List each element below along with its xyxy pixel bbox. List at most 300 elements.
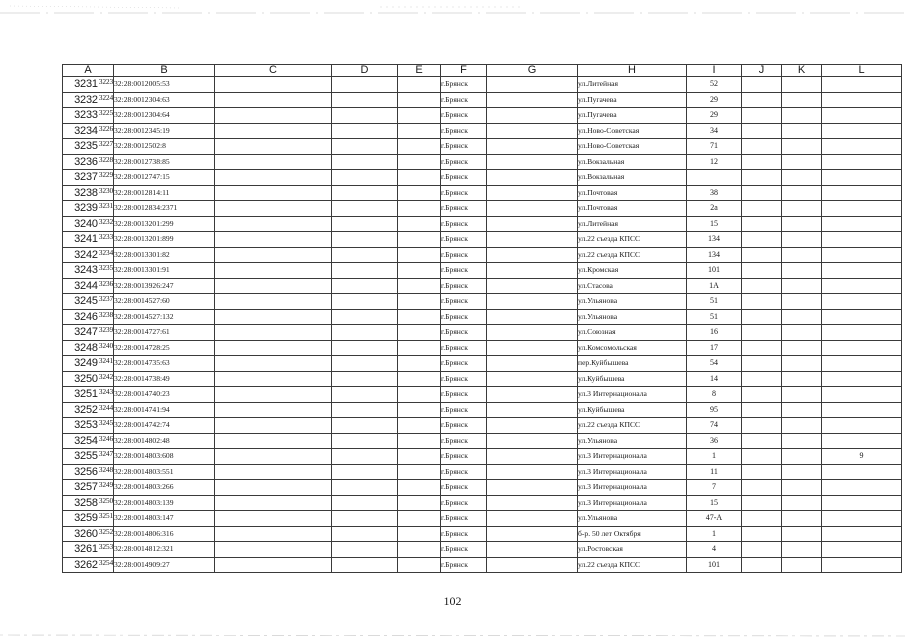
cell-e[interactable] xyxy=(398,247,441,263)
cell-d[interactable] xyxy=(332,77,398,93)
cell-i[interactable]: 15 xyxy=(687,216,742,232)
cell-c[interactable] xyxy=(215,356,332,372)
cell-c[interactable] xyxy=(215,387,332,403)
cell-f[interactable]: г.Брянск xyxy=(441,464,487,480)
cell-h[interactable]: ул.22 съезда КПСС xyxy=(578,418,687,434)
cell-e[interactable] xyxy=(398,92,441,108)
cell-f[interactable]: г.Брянск xyxy=(441,123,487,139)
cell-j[interactable] xyxy=(742,480,782,496)
cell-b[interactable]: 32:28:0014803:139 xyxy=(114,495,215,511)
cell-i[interactable]: 17 xyxy=(687,340,742,356)
cell-k[interactable] xyxy=(782,371,822,387)
cell-e[interactable] xyxy=(398,294,441,310)
column-header-j[interactable]: J xyxy=(742,65,782,77)
cell-b[interactable]: 32:28:0014738:49 xyxy=(114,371,215,387)
cell-d[interactable] xyxy=(332,294,398,310)
cell-i[interactable]: 15 xyxy=(687,495,742,511)
cell-d[interactable] xyxy=(332,278,398,294)
column-header-l[interactable]: L xyxy=(822,65,902,77)
cell-h[interactable]: ул.Почтовая xyxy=(578,185,687,201)
cell-b[interactable]: 32:28:0014909:27 xyxy=(114,557,215,573)
cell-b[interactable]: 32:28:0014741:94 xyxy=(114,402,215,418)
cell-f[interactable]: г.Брянск xyxy=(441,557,487,573)
cell-c[interactable] xyxy=(215,464,332,480)
cell-k[interactable] xyxy=(782,325,822,341)
cell-l[interactable] xyxy=(822,185,902,201)
cell-d[interactable] xyxy=(332,216,398,232)
cell-d[interactable] xyxy=(332,92,398,108)
cell-f[interactable]: г.Брянск xyxy=(441,387,487,403)
cell-f[interactable]: г.Брянск xyxy=(441,263,487,279)
cell-d[interactable] xyxy=(332,123,398,139)
cell-g[interactable] xyxy=(487,418,578,434)
row-number[interactable] xyxy=(63,526,114,542)
cell-g[interactable] xyxy=(487,139,578,155)
cell-e[interactable] xyxy=(398,309,441,325)
cell-e[interactable] xyxy=(398,402,441,418)
cell-b[interactable]: 32:28:0012005:53 xyxy=(114,77,215,93)
cell-e[interactable] xyxy=(398,340,441,356)
cell-c[interactable] xyxy=(215,77,332,93)
cell-j[interactable] xyxy=(742,216,782,232)
cell-f[interactable]: г.Брянск xyxy=(441,139,487,155)
cell-l[interactable] xyxy=(822,356,902,372)
row-number[interactable] xyxy=(63,278,114,294)
cell-e[interactable] xyxy=(398,232,441,248)
cell-c[interactable] xyxy=(215,511,332,527)
cell-i[interactable]: 2а xyxy=(687,201,742,217)
cell-h[interactable]: ул.Стасова xyxy=(578,278,687,294)
cell-d[interactable] xyxy=(332,201,398,217)
cell-l[interactable] xyxy=(822,201,902,217)
cell-j[interactable] xyxy=(742,433,782,449)
cell-b[interactable]: 32:28:0014803:551 xyxy=(114,464,215,480)
cell-h[interactable]: ул.Литейная xyxy=(578,77,687,93)
row-number[interactable] xyxy=(63,325,114,341)
cell-l[interactable] xyxy=(822,77,902,93)
cell-j[interactable] xyxy=(742,387,782,403)
cell-f[interactable]: г.Брянск xyxy=(441,201,487,217)
cell-f[interactable]: г.Брянск xyxy=(441,108,487,124)
cell-k[interactable] xyxy=(782,278,822,294)
cell-i[interactable]: 134 xyxy=(687,232,742,248)
column-header-e[interactable]: E xyxy=(398,65,441,77)
cell-j[interactable] xyxy=(742,232,782,248)
cell-c[interactable] xyxy=(215,449,332,465)
cell-k[interactable] xyxy=(782,154,822,170)
cell-f[interactable]: г.Брянск xyxy=(441,309,487,325)
cell-b[interactable]: 32:28:0014727:61 xyxy=(114,325,215,341)
cell-i[interactable]: 38 xyxy=(687,185,742,201)
cell-g[interactable] xyxy=(487,495,578,511)
cell-h[interactable]: ул.Ульянова xyxy=(578,511,687,527)
cell-j[interactable] xyxy=(742,542,782,558)
column-header-c[interactable]: C xyxy=(215,65,332,77)
row-number[interactable] xyxy=(63,247,114,263)
cell-j[interactable] xyxy=(742,185,782,201)
cell-e[interactable] xyxy=(398,77,441,93)
row-number[interactable] xyxy=(63,170,114,186)
cell-k[interactable] xyxy=(782,108,822,124)
cell-b[interactable]: 32:28:0014803:147 xyxy=(114,511,215,527)
cell-b[interactable]: 32:28:0012304:63 xyxy=(114,92,215,108)
cell-b[interactable]: 32:28:0014803:266 xyxy=(114,480,215,496)
cell-h[interactable]: ул.22 съезда КПСС xyxy=(578,247,687,263)
cell-b[interactable]: 32:28:0013201:899 xyxy=(114,232,215,248)
cell-g[interactable] xyxy=(487,480,578,496)
cell-d[interactable] xyxy=(332,371,398,387)
cell-h[interactable]: ул.Комсомольская xyxy=(578,340,687,356)
row-number[interactable] xyxy=(63,433,114,449)
cell-e[interactable] xyxy=(398,185,441,201)
cell-e[interactable] xyxy=(398,557,441,573)
cell-k[interactable] xyxy=(782,309,822,325)
cell-l[interactable] xyxy=(822,294,902,310)
cell-f[interactable]: г.Брянск xyxy=(441,511,487,527)
cell-h[interactable]: ул.Почтовая xyxy=(578,201,687,217)
cell-c[interactable] xyxy=(215,247,332,263)
cell-l[interactable] xyxy=(822,263,902,279)
cell-d[interactable] xyxy=(332,247,398,263)
cell-j[interactable] xyxy=(742,356,782,372)
cell-k[interactable] xyxy=(782,92,822,108)
cell-l[interactable] xyxy=(822,418,902,434)
cell-k[interactable] xyxy=(782,526,822,542)
cell-b[interactable]: 32:28:0012345:19 xyxy=(114,123,215,139)
cell-l[interactable] xyxy=(822,278,902,294)
cell-j[interactable] xyxy=(742,325,782,341)
cell-c[interactable] xyxy=(215,371,332,387)
cell-i[interactable]: 4 xyxy=(687,542,742,558)
cell-k[interactable] xyxy=(782,464,822,480)
cell-i[interactable]: 1 xyxy=(687,526,742,542)
cell-b[interactable]: 32:28:0012738:85 xyxy=(114,154,215,170)
cell-e[interactable] xyxy=(398,449,441,465)
cell-f[interactable]: г.Брянск xyxy=(441,170,487,186)
cell-d[interactable] xyxy=(332,154,398,170)
row-number[interactable] xyxy=(63,480,114,496)
cell-c[interactable] xyxy=(215,278,332,294)
cell-i[interactable]: 101 xyxy=(687,557,742,573)
cell-k[interactable] xyxy=(782,201,822,217)
cell-l[interactable] xyxy=(822,154,902,170)
cell-k[interactable] xyxy=(782,123,822,139)
cell-l[interactable] xyxy=(822,511,902,527)
cell-c[interactable] xyxy=(215,418,332,434)
row-number[interactable] xyxy=(63,356,114,372)
cell-e[interactable] xyxy=(398,433,441,449)
cell-c[interactable] xyxy=(215,216,332,232)
cell-b[interactable]: 32:28:0012502:8 xyxy=(114,139,215,155)
row-number[interactable] xyxy=(63,108,114,124)
cell-l[interactable] xyxy=(822,557,902,573)
cell-d[interactable] xyxy=(332,356,398,372)
cell-j[interactable] xyxy=(742,77,782,93)
cell-h[interactable]: ул.22 съезда КПСС xyxy=(578,232,687,248)
cell-e[interactable] xyxy=(398,325,441,341)
cell-g[interactable] xyxy=(487,402,578,418)
cell-c[interactable] xyxy=(215,340,332,356)
cell-l[interactable] xyxy=(822,526,902,542)
cell-b[interactable]: 32:28:0012747:15 xyxy=(114,170,215,186)
cell-g[interactable] xyxy=(487,247,578,263)
cell-c[interactable] xyxy=(215,123,332,139)
cell-j[interactable] xyxy=(742,247,782,263)
cell-g[interactable] xyxy=(487,511,578,527)
cell-l[interactable]: 9 xyxy=(822,449,902,465)
cell-b[interactable]: 32:28:0014742:74 xyxy=(114,418,215,434)
cell-g[interactable] xyxy=(487,433,578,449)
cell-h[interactable]: ул.22 съезда КПСС xyxy=(578,557,687,573)
cell-k[interactable] xyxy=(782,247,822,263)
cell-h[interactable]: ул.Ульянова xyxy=(578,294,687,310)
cell-l[interactable] xyxy=(822,371,902,387)
cell-i[interactable]: 71 xyxy=(687,139,742,155)
cell-i[interactable]: 36 xyxy=(687,433,742,449)
cell-l[interactable] xyxy=(822,402,902,418)
cell-f[interactable]: г.Брянск xyxy=(441,433,487,449)
cell-f[interactable]: г.Брянск xyxy=(441,325,487,341)
cell-g[interactable] xyxy=(487,325,578,341)
cell-c[interactable] xyxy=(215,185,332,201)
cell-c[interactable] xyxy=(215,495,332,511)
column-header-f[interactable]: F xyxy=(441,65,487,77)
cell-f[interactable]: г.Брянск xyxy=(441,294,487,310)
cell-k[interactable] xyxy=(782,356,822,372)
cell-j[interactable] xyxy=(742,495,782,511)
cell-g[interactable] xyxy=(487,77,578,93)
cell-i[interactable]: 74 xyxy=(687,418,742,434)
cell-h[interactable]: ул.Литейная xyxy=(578,216,687,232)
cell-g[interactable] xyxy=(487,123,578,139)
cell-d[interactable] xyxy=(332,185,398,201)
cell-f[interactable]: г.Брянск xyxy=(441,356,487,372)
cell-f[interactable]: г.Брянск xyxy=(441,340,487,356)
row-number[interactable] xyxy=(63,449,114,465)
cell-j[interactable] xyxy=(742,557,782,573)
cell-b[interactable]: 32:28:0013201:299 xyxy=(114,216,215,232)
cell-j[interactable] xyxy=(742,154,782,170)
cell-g[interactable] xyxy=(487,232,578,248)
cell-h[interactable]: ул.3 Интернационала xyxy=(578,495,687,511)
cell-k[interactable] xyxy=(782,542,822,558)
column-header-a[interactable]: A xyxy=(63,65,114,77)
cell-i[interactable]: 7 xyxy=(687,480,742,496)
cell-f[interactable]: г.Брянск xyxy=(441,185,487,201)
cell-d[interactable] xyxy=(332,139,398,155)
cell-e[interactable] xyxy=(398,387,441,403)
cell-k[interactable] xyxy=(782,232,822,248)
cell-h[interactable]: ул.Ново-Советская xyxy=(578,123,687,139)
cell-f[interactable]: г.Брянск xyxy=(441,526,487,542)
cell-h[interactable]: ул.Пугачева xyxy=(578,108,687,124)
cell-g[interactable] xyxy=(487,557,578,573)
cell-j[interactable] xyxy=(742,201,782,217)
cell-g[interactable] xyxy=(487,201,578,217)
cell-j[interactable] xyxy=(742,402,782,418)
cell-c[interactable] xyxy=(215,263,332,279)
row-number[interactable] xyxy=(63,232,114,248)
cell-g[interactable] xyxy=(487,216,578,232)
cell-c[interactable] xyxy=(215,170,332,186)
cell-l[interactable] xyxy=(822,108,902,124)
cell-g[interactable] xyxy=(487,108,578,124)
cell-i[interactable]: 134 xyxy=(687,247,742,263)
cell-i[interactable]: 29 xyxy=(687,108,742,124)
cell-i[interactable]: 14 xyxy=(687,371,742,387)
row-number[interactable] xyxy=(63,154,114,170)
cell-k[interactable] xyxy=(782,185,822,201)
cell-k[interactable] xyxy=(782,139,822,155)
cell-b[interactable]: 32:28:0014806:316 xyxy=(114,526,215,542)
cell-i[interactable]: 51 xyxy=(687,309,742,325)
cell-c[interactable] xyxy=(215,325,332,341)
cell-d[interactable] xyxy=(332,480,398,496)
cell-i[interactable]: 47-А xyxy=(687,511,742,527)
cell-k[interactable] xyxy=(782,294,822,310)
cell-g[interactable] xyxy=(487,371,578,387)
cell-e[interactable] xyxy=(398,418,441,434)
cell-g[interactable] xyxy=(487,294,578,310)
cell-e[interactable] xyxy=(398,201,441,217)
cell-d[interactable] xyxy=(332,402,398,418)
cell-h[interactable]: ул.Ново-Советская xyxy=(578,139,687,155)
cell-e[interactable] xyxy=(398,216,441,232)
cell-l[interactable] xyxy=(822,325,902,341)
cell-d[interactable] xyxy=(332,511,398,527)
cell-d[interactable] xyxy=(332,464,398,480)
cell-h[interactable]: пер.Куйбышева xyxy=(578,356,687,372)
cell-i[interactable] xyxy=(687,170,742,186)
column-header-h[interactable]: H xyxy=(578,65,687,77)
cell-j[interactable] xyxy=(742,123,782,139)
cell-k[interactable] xyxy=(782,340,822,356)
row-number[interactable] xyxy=(63,294,114,310)
cell-k[interactable] xyxy=(782,402,822,418)
cell-l[interactable] xyxy=(822,480,902,496)
cell-k[interactable] xyxy=(782,449,822,465)
cell-f[interactable]: г.Брянск xyxy=(441,542,487,558)
row-number[interactable] xyxy=(63,77,114,93)
cell-l[interactable] xyxy=(822,92,902,108)
cell-b[interactable]: 32:28:0013301:91 xyxy=(114,263,215,279)
cell-c[interactable] xyxy=(215,139,332,155)
cell-j[interactable] xyxy=(742,278,782,294)
cell-l[interactable] xyxy=(822,495,902,511)
cell-e[interactable] xyxy=(398,139,441,155)
row-number[interactable] xyxy=(63,387,114,403)
cell-h[interactable]: ул.Кромская xyxy=(578,263,687,279)
cell-e[interactable] xyxy=(398,526,441,542)
cell-f[interactable]: г.Брянск xyxy=(441,418,487,434)
cell-k[interactable] xyxy=(782,433,822,449)
cell-j[interactable] xyxy=(742,108,782,124)
cell-f[interactable]: г.Брянск xyxy=(441,449,487,465)
cell-d[interactable] xyxy=(332,542,398,558)
cell-l[interactable] xyxy=(822,139,902,155)
cell-l[interactable] xyxy=(822,309,902,325)
cell-b[interactable]: 32:28:0014812:321 xyxy=(114,542,215,558)
row-number[interactable] xyxy=(63,418,114,434)
cell-f[interactable]: г.Брянск xyxy=(441,402,487,418)
row-number[interactable] xyxy=(63,139,114,155)
cell-g[interactable] xyxy=(487,170,578,186)
cell-c[interactable] xyxy=(215,108,332,124)
cell-h[interactable]: ул.3 Интернационала xyxy=(578,480,687,496)
cell-h[interactable]: ул.Куйбышева xyxy=(578,371,687,387)
cell-j[interactable] xyxy=(742,170,782,186)
cell-g[interactable] xyxy=(487,154,578,170)
cell-j[interactable] xyxy=(742,526,782,542)
cell-k[interactable] xyxy=(782,263,822,279)
cell-c[interactable] xyxy=(215,232,332,248)
cell-e[interactable] xyxy=(398,356,441,372)
cell-j[interactable] xyxy=(742,139,782,155)
cell-f[interactable]: г.Брянск xyxy=(441,278,487,294)
cell-d[interactable] xyxy=(332,433,398,449)
cell-h[interactable]: ул.3 Интернационала xyxy=(578,464,687,480)
cell-e[interactable] xyxy=(398,154,441,170)
cell-c[interactable] xyxy=(215,154,332,170)
cell-d[interactable] xyxy=(332,309,398,325)
cell-i[interactable]: 1А xyxy=(687,278,742,294)
cell-i[interactable]: 16 xyxy=(687,325,742,341)
cell-b[interactable]: 32:28:0014740:23 xyxy=(114,387,215,403)
cell-i[interactable]: 52 xyxy=(687,77,742,93)
cell-b[interactable]: 32:28:0013301:82 xyxy=(114,247,215,263)
cell-g[interactable] xyxy=(487,526,578,542)
cell-e[interactable] xyxy=(398,170,441,186)
cell-b[interactable]: 32:28:0012814:11 xyxy=(114,185,215,201)
cell-j[interactable] xyxy=(742,464,782,480)
cell-c[interactable] xyxy=(215,526,332,542)
cell-i[interactable]: 101 xyxy=(687,263,742,279)
cell-k[interactable] xyxy=(782,387,822,403)
cell-f[interactable]: г.Брянск xyxy=(441,77,487,93)
cell-l[interactable] xyxy=(822,247,902,263)
cell-g[interactable] xyxy=(487,309,578,325)
cell-f[interactable]: г.Брянск xyxy=(441,480,487,496)
cell-h[interactable]: ул.3 Интернационала xyxy=(578,387,687,403)
cell-j[interactable] xyxy=(742,418,782,434)
cell-i[interactable]: 1 xyxy=(687,449,742,465)
cell-l[interactable] xyxy=(822,433,902,449)
cell-e[interactable] xyxy=(398,495,441,511)
row-number[interactable] xyxy=(63,495,114,511)
cell-f[interactable]: г.Брянск xyxy=(441,247,487,263)
row-number[interactable] xyxy=(63,309,114,325)
cell-i[interactable]: 95 xyxy=(687,402,742,418)
cell-h[interactable]: ул.Вокзальная xyxy=(578,170,687,186)
cell-e[interactable] xyxy=(398,480,441,496)
cell-f[interactable]: г.Брянск xyxy=(441,371,487,387)
cell-g[interactable] xyxy=(487,542,578,558)
cell-b[interactable]: 32:28:0013926:247 xyxy=(114,278,215,294)
row-number[interactable] xyxy=(63,92,114,108)
row-number[interactable] xyxy=(63,340,114,356)
cell-d[interactable] xyxy=(332,557,398,573)
cell-c[interactable] xyxy=(215,402,332,418)
cell-i[interactable]: 54 xyxy=(687,356,742,372)
cell-c[interactable] xyxy=(215,201,332,217)
cell-g[interactable] xyxy=(487,185,578,201)
cell-d[interactable] xyxy=(332,449,398,465)
cell-e[interactable] xyxy=(398,263,441,279)
column-header-k[interactable]: K xyxy=(782,65,822,77)
cell-d[interactable] xyxy=(332,232,398,248)
cell-k[interactable] xyxy=(782,511,822,527)
cell-d[interactable] xyxy=(332,387,398,403)
